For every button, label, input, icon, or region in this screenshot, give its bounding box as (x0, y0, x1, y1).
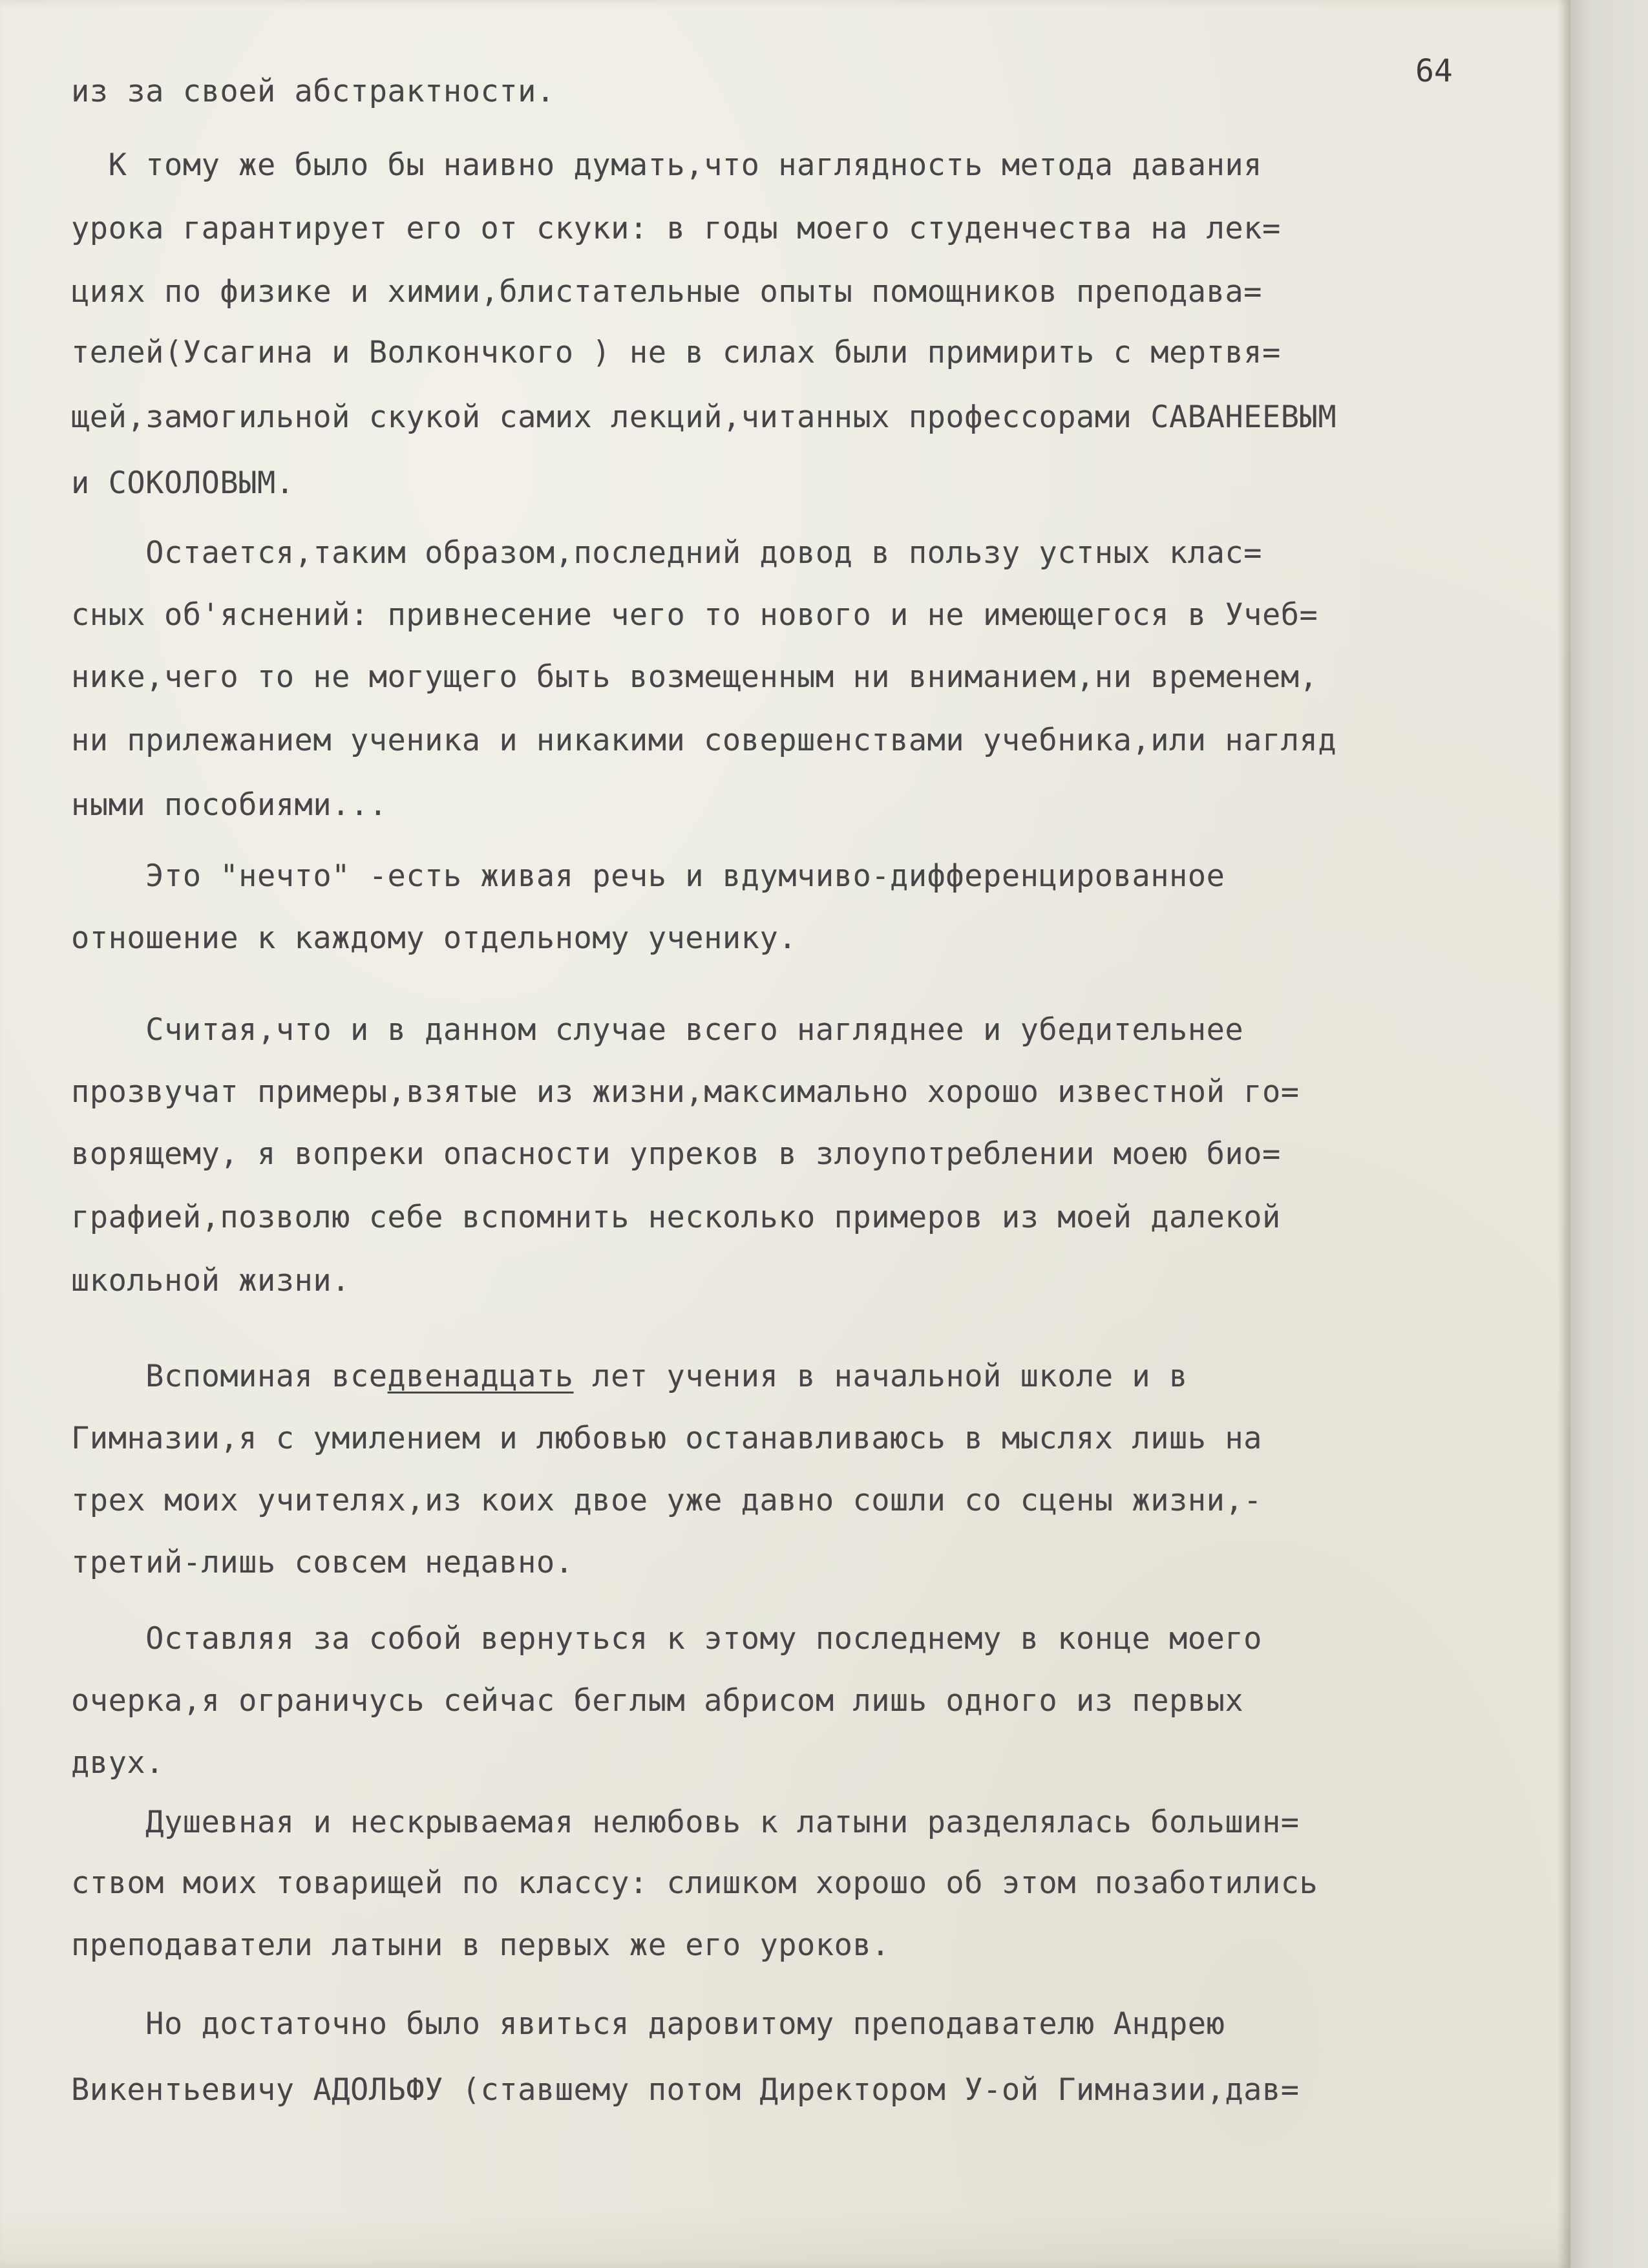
text-line (71, 1361, 1188, 1392)
text-line: телей(Усагина и Волкончкого ) не в силах были примирить с мертвя= (71, 335, 1281, 370)
text-line: щей,замогильной скукой самих лекций,читанных профессорами САВАНЕЕВЫМ (71, 399, 1337, 435)
text-line: из за своей абстрактности. (71, 74, 555, 109)
page-number: 64 (1415, 53, 1453, 89)
text-line: Гимназии,я с умилением и любовью останавливаюсь в мыслях лишь на (71, 1421, 1262, 1456)
text-line: Остается,таким образом,последний довод в пользу устных клас= (71, 535, 1262, 571)
text-line: графией,позволю себе вспомнить несколько примеров из моей далекой (71, 1200, 1281, 1235)
text-line: Это "нечто" -есть живая речь и вдумчиво-дифференцированное (71, 858, 1225, 894)
text-fragment: лет учения в начальной школе и в (573, 1359, 1188, 1394)
text-line: циях по физике и химии,блистательные опыты помощников преподава= (71, 274, 1262, 310)
text-line: ством моих товарищей по классу: слишком хорошо об этом позаботились (71, 1865, 1318, 1901)
text-line: ворящему, я вопреки опасности упреков в злоупотреблении моею био= (71, 1136, 1281, 1172)
text-line: трех моих учителях,из коих двое уже давно сошли со сцены жизни,- (71, 1483, 1262, 1518)
text-line: ни прилежанием ученика и никакими совершенствами учебника,или нагляд (71, 723, 1337, 758)
text-line: нике,чего то не могущего быть возмещенным ни вниманием,ни временем, (71, 659, 1318, 695)
text-line: Считая,что и в данном случае всего нагляднее и убедительнее (71, 1012, 1244, 1048)
text-line: сных об'яснений: привнесение чего то нового и не имеющегося в Учеб= (71, 597, 1318, 633)
text-line: Но достаточно было явиться даровитому преподавателю Андрею (71, 2006, 1225, 2042)
text-line: школьной жизни. (71, 1263, 350, 1298)
text-line: К тому же было бы наивно думать,что наглядность метода давания (71, 147, 1262, 183)
text-line: Викентьевичу АДОЛЬФУ (ставшему потом Директором У-ой Гимназии,дав= (71, 2072, 1300, 2108)
scanner-background (1570, 0, 1648, 2268)
text-line: очерка,я ограничусь сейчас беглым абрисом лишь одного из первых (71, 1683, 1244, 1719)
text-fragment: Вспоминая все (71, 1359, 388, 1394)
text-line: ными пособиями... (71, 787, 388, 823)
text-line: третий-лишь совсем недавно. (71, 1545, 574, 1580)
underlined-word: двенадцать (387, 1359, 574, 1394)
text-line: отношение к каждому отдельному ученику. (71, 920, 798, 956)
page-bottom-shade (0, 2210, 1570, 2268)
text-line: и СОКОЛОВЫМ. (71, 465, 295, 501)
text-line: Оставляя за собой вернуться к этому последнему в конце моего (71, 1621, 1262, 1657)
text-line: урока гарантирует его от скуки: в годы моего студенчества на лек= (71, 211, 1281, 246)
text-line: двух. (71, 1745, 164, 1781)
text-line: прозвучат примеры,взятые из жизни,максимально хорошо известной го= (71, 1074, 1300, 1110)
text-line: Душевная и нескрываемая нелюбовь к латыни разделялась большин= (71, 1805, 1300, 1840)
text-line: преподаватели латыни в первых же его уроков. (71, 1927, 891, 1963)
